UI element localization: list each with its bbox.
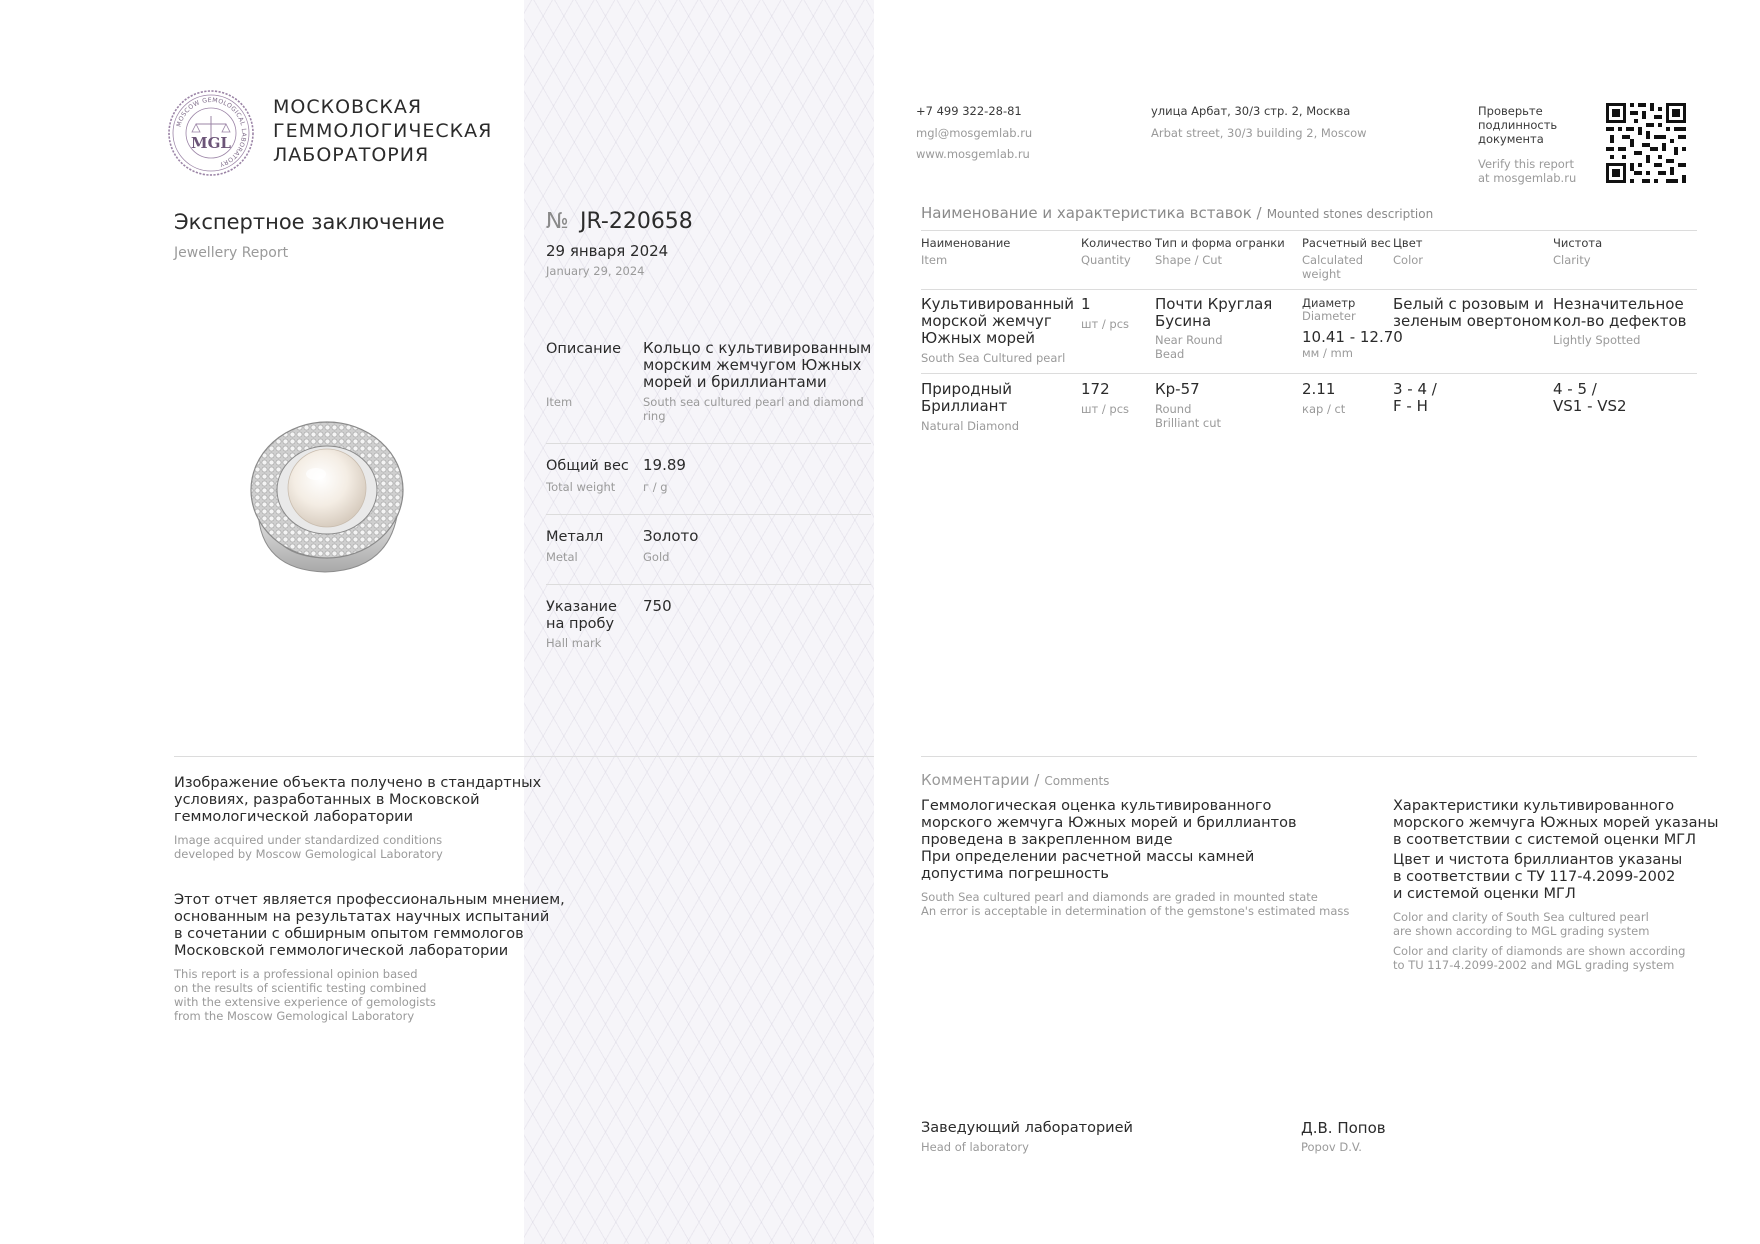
comments-left-ru: Геммологическая оценка культивированного морского жемчуга Южных морей и бриллиантов проведена в закрепленном виде При определении расчетной массы камней допустима погрешность [921, 798, 1297, 882]
diamond-item-ru: Природный Бриллиант [921, 380, 1013, 415]
contact-email[interactable]: mgl@mosgemlab.ru [916, 126, 1033, 140]
detail-hallmark-label-ru: Указание на пробу [546, 599, 617, 632]
bottom-right-rule [921, 756, 1697, 757]
stones-title-en: Mounted stones description [1266, 207, 1434, 221]
col-header-color-en: Color [1393, 253, 1424, 267]
mgl-seal-logo [166, 88, 256, 178]
detail-divider [546, 584, 871, 585]
contact-phone: +7 499 322-28-81 [916, 104, 1022, 118]
address-ru: улица Арбат, 30/3 стр. 2, Москва [1151, 104, 1351, 118]
diamond-qty-unit: шт / pcs [1081, 402, 1130, 416]
col-header-item-ru: Наименование [921, 236, 1011, 250]
detail-hallmark-value: 750 [643, 597, 672, 615]
detail-hallmark-label-en: Hall mark [546, 636, 602, 650]
pearl-clarity: Незначительное кол-во дефектов [1553, 295, 1687, 330]
disclaimer-ru: Этот отчет является профессиональным мнением, основанным на результатах научных испытаний в сочетании с обширным опытом геммологов Московской геммологической лаборатории [174, 892, 565, 959]
detail-weight-value: 19.89 [643, 456, 686, 474]
report-date-ru: 29 января 2024 [546, 242, 669, 260]
pearl-item-en: South Sea Cultured pearl [921, 351, 1066, 365]
stones-title-ru: Наименование и характеристика вставок / [921, 204, 1262, 222]
detail-divider [546, 443, 871, 444]
table-row-divider [921, 289, 1697, 290]
col-header-weight-ru: Расчетный вес [1302, 236, 1391, 250]
comments-title [921, 770, 1109, 789]
org-name-line2: ГЕММОЛОГИЧЕСКАЯ [273, 120, 493, 142]
pearl-qty: 1 [1081, 295, 1091, 313]
detail-item-value-en: South sea cultured pearl and diamond ring [643, 395, 864, 423]
detail-weight-unit: г / g [643, 480, 668, 494]
stones-table-top-rule [921, 230, 1697, 231]
detail-item-label-en: Item [546, 395, 573, 409]
pearl-color: Белый с розовым и зеленым овертоном [1393, 295, 1552, 330]
pearl-qty-unit: шт / pcs [1081, 317, 1130, 331]
seal-mark-text: MGL [191, 134, 231, 152]
ring-photo [240, 410, 415, 585]
pearl-diameter-label-ru: Диаметр [1302, 296, 1356, 310]
comments-title-en: Comments [1044, 774, 1110, 788]
detail-item-label-ru: Описание [546, 341, 621, 357]
detail-metal-label-ru: Металл [546, 529, 604, 545]
report-number: JR-220658 [580, 209, 693, 234]
detail-weight-label-en: Total weight [546, 480, 616, 494]
pearl-clarity-en: Lightly Spotted [1553, 333, 1641, 347]
pearl-cut-ru: Почти Круглая Бусина [1155, 295, 1273, 330]
diamond-cut-ru: Кр-57 [1155, 380, 1200, 398]
detail-metal-label-en: Metal [546, 550, 578, 564]
comments-right2-en: Color and clarity of diamonds are shown according to TU 117-4.2099-2002 and MGL grading system [1393, 944, 1686, 972]
col-header-weight-en: Calculated weight [1302, 253, 1364, 281]
image-note-ru: Изображение объекта получено в стандартных условиях, разработанных в Московской геммологической лаборатории [174, 775, 542, 825]
detail-metal-value-ru: Золото [643, 527, 699, 545]
qr-code-icon[interactable] [1604, 101, 1688, 185]
comments-title-ru: Комментарии / [921, 771, 1040, 789]
image-note-en: Image acquired under standardized conditions developed by Moscow Gemological Laboratory [174, 833, 443, 861]
col-header-clarity-en: Clarity [1553, 253, 1591, 267]
report-date-en: January 29, 2024 [546, 264, 645, 278]
verify-text-ru: Проверьте подлинность документа [1478, 104, 1558, 146]
col-header-qty-en: Quantity [1081, 253, 1131, 267]
signature-role-ru: Заведующий лабораторией [921, 1120, 1133, 1136]
comments-right1-ru: Характеристики культивированного морского жемчуга Южных морей указаны в соответствии с системой оценки МГЛ [1393, 798, 1719, 848]
table-row-divider [921, 373, 1697, 374]
org-name-line3: ЛАБОРАТОРИЯ [273, 144, 430, 166]
detail-weight-label-ru: Общий вес [546, 458, 629, 474]
diamond-clarity: 4 - 5 / VS1 - VS2 [1553, 380, 1627, 415]
comments-right1-en: Color and clarity of South Sea cultured pearl are shown according to MGL grading system [1393, 910, 1650, 938]
diamond-cut-en: Round Brilliant cut [1155, 402, 1222, 430]
seal-ring-text: MOSCOW GEMOLOGICAL LABORATORY [175, 96, 248, 168]
org-name-line1: МОСКОВСКАЯ [273, 96, 423, 118]
report-number-prefix: № [546, 209, 569, 234]
diamond-weight: 2.11 [1302, 380, 1336, 398]
contact-website[interactable]: www.mosgemlab.ru [916, 147, 1030, 161]
col-header-qty-ru: Количество [1081, 236, 1152, 250]
signature-role-en: Head of laboratory [921, 1140, 1029, 1154]
detail-item-value-ru: Кольцо с культивированным морским жемчугом Южных морей и бриллиантами [643, 339, 872, 391]
detail-metal-value-en: Gold [643, 550, 670, 564]
signature-name-en: Popov D.V. [1301, 1140, 1362, 1154]
pearl-item-ru: Культивированный морской жемчуг Южных морей [921, 295, 1074, 347]
pearl-diameter-label-en: Diameter [1302, 309, 1356, 323]
pearl-cut-en: Near Round Bead [1155, 333, 1223, 361]
address-en: Arbat street, 30/3 building 2, Moscow [1151, 126, 1367, 140]
pearl-diameter-unit: мм / mm [1302, 346, 1353, 360]
col-header-item-en: Item [921, 253, 948, 267]
col-header-cut-en: Shape / Cut [1155, 253, 1223, 267]
verify-text-en: Verify this report at mosgemlab.ru [1478, 157, 1577, 185]
report-title-en: Jewellery Report [174, 245, 289, 261]
comments-right2-ru: Цвет и чистота бриллиантов указаны в соответствии с ТУ 117-4.2099-2002 и системой оценки МГЛ [1393, 852, 1683, 902]
col-header-cut-ru: Тип и форма огранки [1155, 236, 1285, 250]
signature-name-ru: Д.В. Попов [1301, 1119, 1386, 1137]
diamond-qty: 172 [1081, 380, 1110, 398]
disclaimer-en: This report is a professional opinion based on the results of scientific testing combined with the extensive experience of gemologists from the Moscow Gemological Laboratory [174, 967, 436, 1023]
col-header-color-ru: Цвет [1393, 236, 1423, 250]
bottom-left-rule [174, 756, 874, 757]
detail-divider [546, 514, 871, 515]
report-title-ru: Экспертное заключение [174, 210, 445, 234]
diamond-item-en: Natural Diamond [921, 419, 1019, 433]
stones-section-title [921, 203, 1433, 222]
comments-left-en: South Sea cultured pearl and diamonds are graded in mounted state An error is acceptable in determination of the gemstone's estimated mass [921, 890, 1350, 918]
diamond-color: 3 - 4 / F - H [1393, 380, 1437, 415]
pearl-diameter: 10.41 - 12.70 [1302, 328, 1403, 346]
diamond-weight-unit: кар / ct [1302, 402, 1346, 416]
col-header-clarity-ru: Чистота [1553, 236, 1603, 250]
